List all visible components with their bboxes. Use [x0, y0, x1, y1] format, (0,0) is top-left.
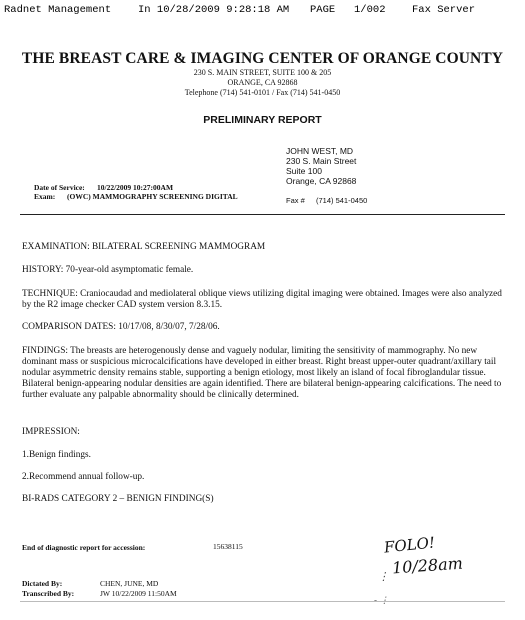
- center-phone: Telephone (714) 541-0101 / Fax (714) 541-0450: [184, 88, 341, 97]
- center-name: THE BREAST CARE & IMAGING CENTER OF ORANGE COUNTY: [21, 50, 504, 67]
- center-street: 230 S. MAIN STREET, SUITE 100 & 205: [193, 68, 332, 77]
- transcribed-label: Transcribed By:: [22, 589, 75, 598]
- fax-recipient: Fax Server: [412, 4, 476, 16]
- handwritten-mark: ⋮: [378, 570, 389, 583]
- fax-header: [4, 4, 519, 18]
- fax-page-value: 1/002: [354, 4, 386, 16]
- technique: TECHNIQUE: Craniocaudad and mediolateral oblique views utilizing digital imaging were obtained. Images were also analyzed by the R2 image checker CAD system version 8.3.15.: [22, 289, 502, 310]
- end-of-report-label: End of diagnostic report for accession:: [22, 543, 146, 552]
- history: HISTORY: 70-year-old asymptomatic female.: [22, 265, 194, 275]
- impression-label: IMPRESSION:: [22, 427, 80, 437]
- physician-city: Orange, CA 92868: [286, 176, 357, 186]
- handwritten-note-line1: FOLO!: [383, 533, 436, 557]
- exam-value: (OWC) MAMMOGRAPHY SCREENING DIGITAL: [67, 192, 238, 201]
- physician-fax-label: Fax #: [286, 196, 305, 205]
- physician-suite: Suite 100: [286, 166, 322, 176]
- dictated-label: Dictated By:: [22, 579, 63, 588]
- handwritten-dash: - ⋮: [374, 596, 389, 606]
- physician-street: 230 S. Main Street: [286, 156, 357, 166]
- service-date-value: 10/22/2009 10:27:00AM: [97, 183, 174, 192]
- fax-received: In 10/28/2009 9:28:18 AM: [138, 4, 290, 16]
- impression-item-1: 1.Benign findings.: [22, 450, 91, 460]
- report-title: PRELIMINARY REPORT: [203, 114, 322, 126]
- findings: FINDINGS: The breasts are heterogenously dense and vaguely nodular, limiting the sensitivity of mammography. No new dominant mass or suspicious microcalcifications have developed in either breast. Right breast upper-outer quadrant/axillary tail nodular asymmetric density remains stable, supporting a benign etiology, most likely an island of focal fibroglandular tissue. Bilateral benign-appearing nodular densities are again identified. There are bilateral benign-appearing calcifications. The need to further evaluate any palpable abnormality should be clinically determined.: [22, 346, 502, 400]
- examination: EXAMINATION: BILATERAL SCREENING MAMMOGRAM: [22, 242, 266, 252]
- physician-fax-value: (714) 541-0450: [316, 196, 368, 205]
- exam-label: Exam:: [34, 192, 56, 201]
- fax-sender: Radnet Management: [4, 4, 112, 16]
- header-divider: [20, 214, 505, 215]
- center-city: ORANGE, CA 92868: [227, 78, 298, 87]
- birads-category: BI-RADS CATEGORY 2 – BENIGN FINDING(S): [22, 494, 214, 504]
- footer-divider: [20, 601, 505, 602]
- dictated-value: CHEN, JUNE, MD: [100, 579, 159, 588]
- handwritten-note-line2: 10/28am: [391, 553, 464, 578]
- physician-name: JOHN WEST, MD: [286, 146, 354, 156]
- service-date-label: Date of Service:: [34, 183, 85, 192]
- transcribed-value: JW 10/22/2009 11:50AM: [100, 589, 177, 598]
- impression-item-2: 2.Recommend annual follow-up.: [22, 472, 145, 482]
- accession-number: 15638115: [213, 542, 243, 551]
- comparison-dates: COMPARISON DATES: 10/17/08, 8/30/07, 7/28/06.: [22, 322, 220, 332]
- fax-page-label: PAGE: [310, 4, 336, 16]
